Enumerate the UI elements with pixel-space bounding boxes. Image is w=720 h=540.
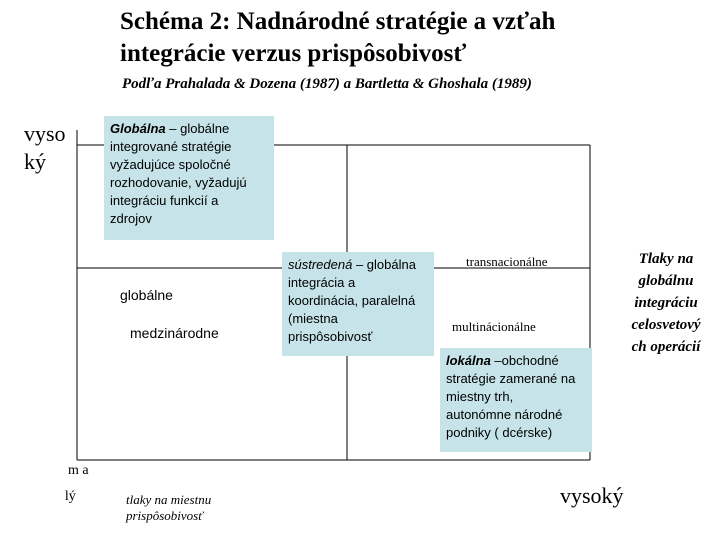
axis-low-label: m a lý	[64, 463, 89, 504]
y-axis-title: Tlaky na globálnu integráciu celosvetový ch operácií	[631, 251, 701, 355]
y-axis-high-label: vyso ký	[24, 121, 66, 174]
x-axis-high-label: vysoký	[560, 483, 624, 508]
local-box-head: lokálna	[446, 353, 491, 368]
multinational-label: multinácionálne	[452, 319, 536, 334]
focused-strategy-box: sústredená – globálna integrácia a koordinácia, paralelná (miestna prispôsobivosť	[282, 252, 434, 356]
international-label: medzinárodne	[130, 325, 219, 341]
global-box-head: Globálna	[110, 121, 166, 136]
page-title: Schéma 2: Nadnárodné stratégie a vzťah integrácie verzus prispôsobivosť	[120, 8, 556, 67]
global-strategy-box: Globálna – globálne integrované stratégie vyžadujúce spoločné rozhodovanie, vyžadujú integráciu funkcií a zdrojov	[104, 116, 274, 240]
focused-box-head: sústredená	[288, 257, 353, 272]
local-strategy-box: lokálna –obchodné stratégie zamerané na miestny trh, autonómne národné podniky ( dcérske)	[440, 348, 592, 452]
transnational-label: transnacionálne	[466, 254, 548, 269]
subtitle: Podľa Prahalada & Dozena (1987) a Bartletta & Ghoshala (1989)	[122, 76, 532, 92]
x-axis-title: tlaky na miestnu prispôsobivosť	[126, 492, 212, 523]
global-label: globálne	[120, 287, 173, 303]
